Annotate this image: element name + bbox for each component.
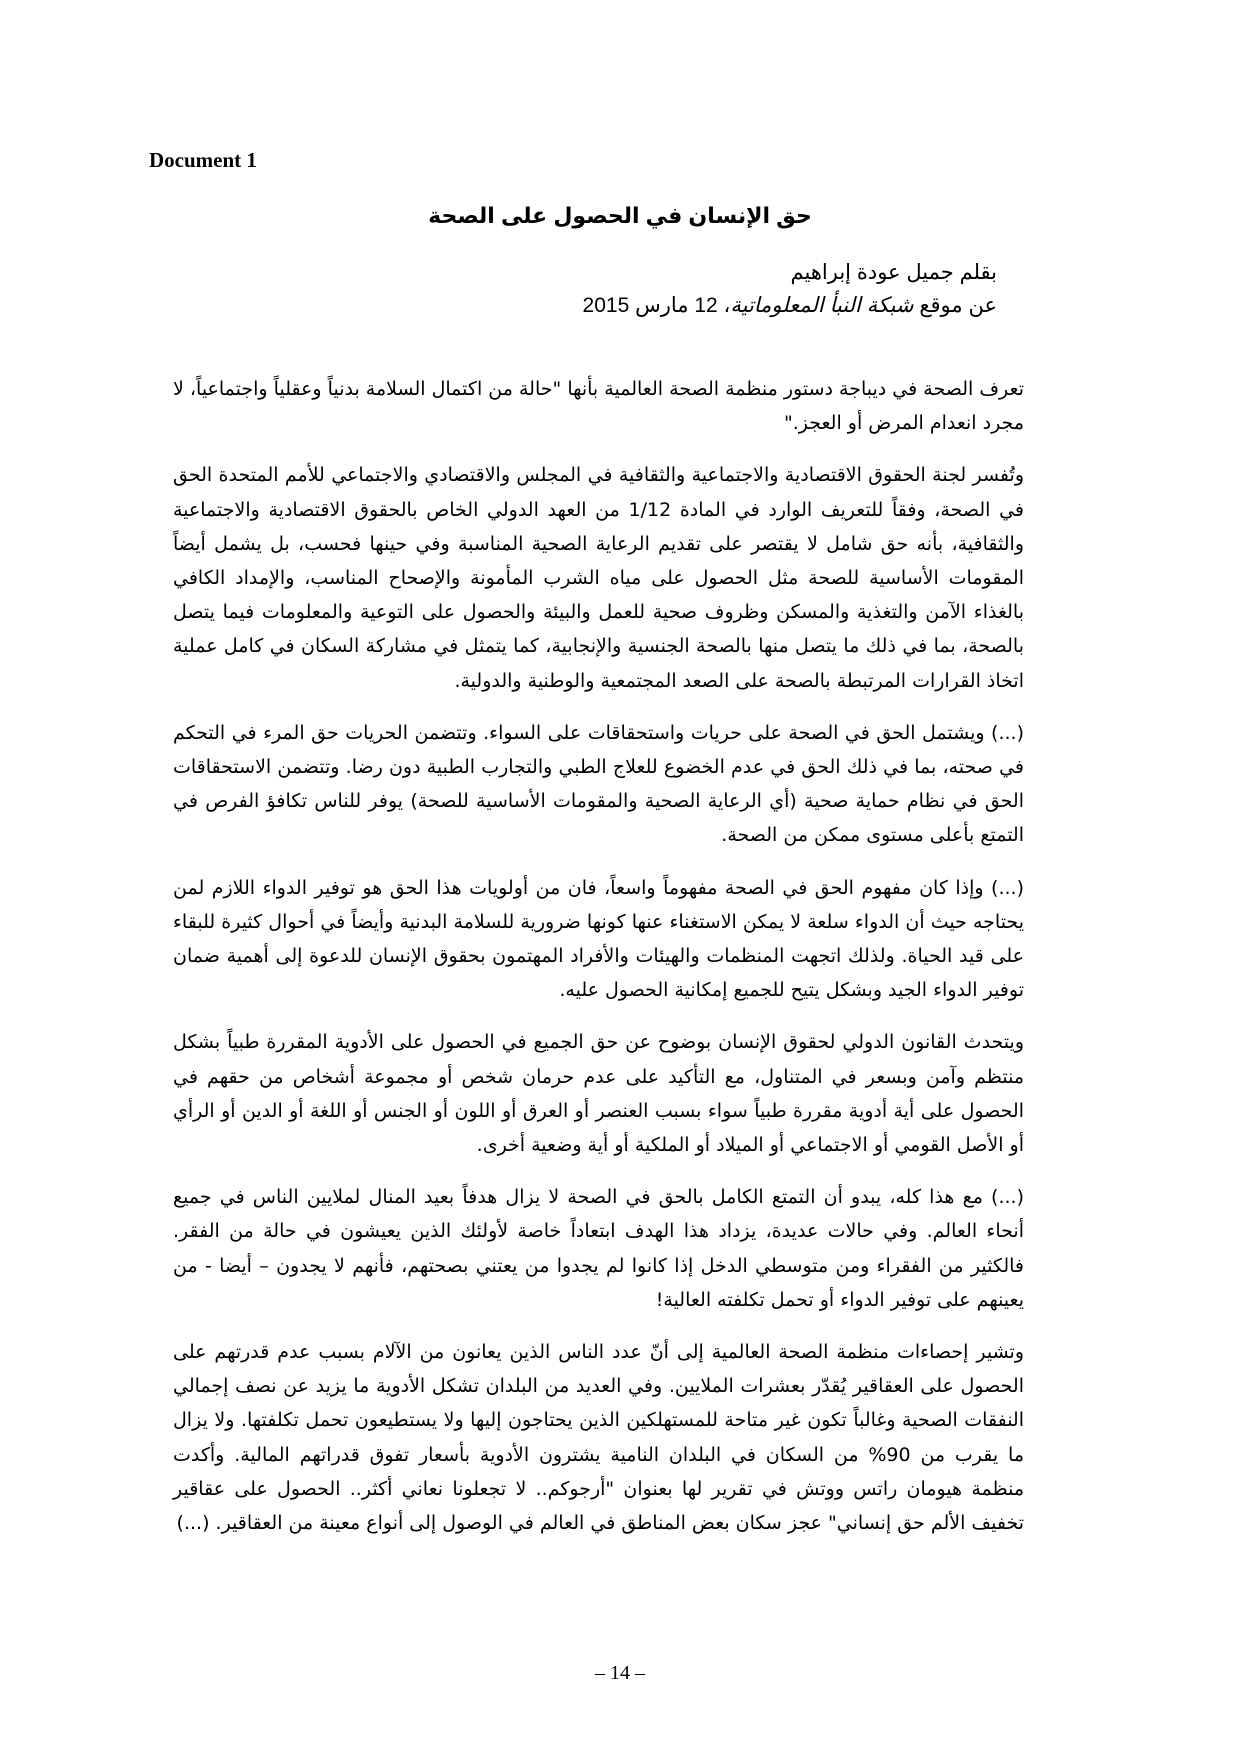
paragraph: وتُفسر لجنة الحقوق الاقتصادية والاجتماعية والثقافية في المجلس والاقتصادي والاجتماعي للأمم المتحدة الحق في الصحة، وفقاً للتعريف الوارد في المادة 1/12 من العهد الدولي الخاص بالحقوق الاقتصادية والاجتماعية والثقافية، بأنه حق شامل لا يقتصر على تقديم الرعاية الصحية المناسبة وفي حينها فحسب، بل يشمل أيضاً المقومات الأساسية للصحة مثل الحصول على مياه الشرب المأمونة والإصحاح المناسب، والإمداد الكافي بالغذاء الآمن والتغذية والمسكن وظروف صحية للعمل والبيئة والحصول على التوعية والمعلومات فيما يتصل بالصحة، بما في ذلك ما يتصل منها بالصحة الجنسية والإنجابية، كما يتمثل في مشاركة السكان في كامل عملية اتخاذ القرارات المرتبطة بالصحة على الصعد المجتمعية والوطنية والدولية. [173, 464, 1024, 692]
source-name: شبكة النبأ المعلوماتية [730, 294, 914, 317]
article-title: حق الإنسان في الحصول على الصحة [428, 203, 812, 228]
page-number: – 14 – [595, 1662, 645, 1684]
byline [583, 256, 997, 322]
source-line [583, 289, 997, 322]
paragraph: (...) ويشتمل الحق في الصحة على حريات واستحقاقات على السواء. وتتضمن الحريات حق المرء في التحكم في صحته، بما في ذلك الحق في عدم الخضوع للعلاج الطبي والتجارب الطبية دون رضا. وتتضمن الاستحقاقات الحق في نظام حماية صحية (أي الرعاية الصحية والمقومات الأساسية للصحة) يوفر للناس تكافؤ الفرص في التمتع بأعلى مستوى ممكن من الصحة. [173, 721, 1024, 847]
paragraph: (...) وإذا كان مفهوم الحق في الصحة مفهوماً واسعاً، فان من أولويات هذا الحق هو توفير الدواء اللازم لمن يحتاجه حيث أن الدواء سلعة لا يمكن الاستغناء عنها كونها ضرورية للسلامة البدنية وأيضاً في أحوال كثيرة للبقاء على قيد الحياة. ولذلك اتجهت المنظمات والهيئات والأفراد المهتمون بحقوق الإنسان للدعوة إلى أهمية ضمان توفير الدواء الجيد وبشكل يتيح للجميع إمكانية الحصول عليه. [173, 876, 1024, 1002]
paragraph: ويتحدث القانون الدولي لحقوق الإنسان بوضوح عن حق الجميع في الحصول على الأدوية المقررة طبياً بشكل منتظم وآمن وبسعر في المتناول، مع التأكيد على عدم حرمان شخص أو مجموعة أشخاص من حقهم في الحصول على أية أدوية مقررة طبياً سواء بسبب العنصر أو العرق أو اللون أو الجنس أو اللغة أو الدين أو الرأي أو الأصل القومي أو الاجتماعي أو الميلاد أو الملكية أو أية وضعية أخرى. [173, 1031, 1024, 1157]
paragraph: وتشير إحصاءات منظمة الصحة العالمية إلى أنّ عدد الناس الذين يعانون من الآلام بسبب عدم قدرتهم على الحصول على العقاقير يُقدّر بعشرات الملايين. وفي العديد من البلدان تشكل الأدوية ما يزيد عن نصف إجمالي النفقات الصحية وغالباً تكون غير متاحة للمستهلكين الذين يحتاجون إليها ولا يستطيعون تحمل تكلفتها. ولا يزال ما يقرب من 90% من السكان في البلدان النامية يشترون الأدوية بأسعار تفوق قدراتهم المالية. وأكدت منظمة هيومان راتس ووتش في تقرير لها بعنوان "أرجوكم.. لا تجعلونا نعاني أكثر.. الحصول على عقاقير تخفيف الألم حق إنساني" عجز سكان بعض المناطق في العالم في الوصول إلى أنواع معينة من العقاقير. (...) [173, 1341, 1024, 1535]
author-line: بقلم جميل عودة إبراهيم [790, 261, 997, 284]
article-body [173, 372, 1024, 1558]
source-suffix: ، 12 مارس 2015 [582, 294, 731, 317]
document-label: Document 1 [149, 148, 257, 172]
paragraph: (...) مع هذا كله، يبدو أن التمتع الكامل بالحق في الصحة لا يزال هدفاً بعيد المنال لملايين الناس في جميع أنحاء العالم. وفي حالات عديدة، يزداد هذا الهدف ابتعاداً خاصة لأولئك الذين يعيشون في حالة من الفقر. فالكثير من الفقراء ومن متوسطي الدخل إذا كانوا لم يجدوا من يعتني بصحتهم، فأنهم لا يجدون – أيضا - من يعينهم على توفير الدواء أو تحمل تكلفته العالية! [173, 1186, 1024, 1311]
paragraph: تعرف الصحة في ديباجة دستور منظمة الصحة العالمية بأنها "حالة من اكتمال السلامة بدنياً وعقلياً واجتماعياً، لا مجرد انعدام المرض أو العجز." [173, 378, 1024, 435]
source-prefix: عن موقع [913, 294, 997, 317]
